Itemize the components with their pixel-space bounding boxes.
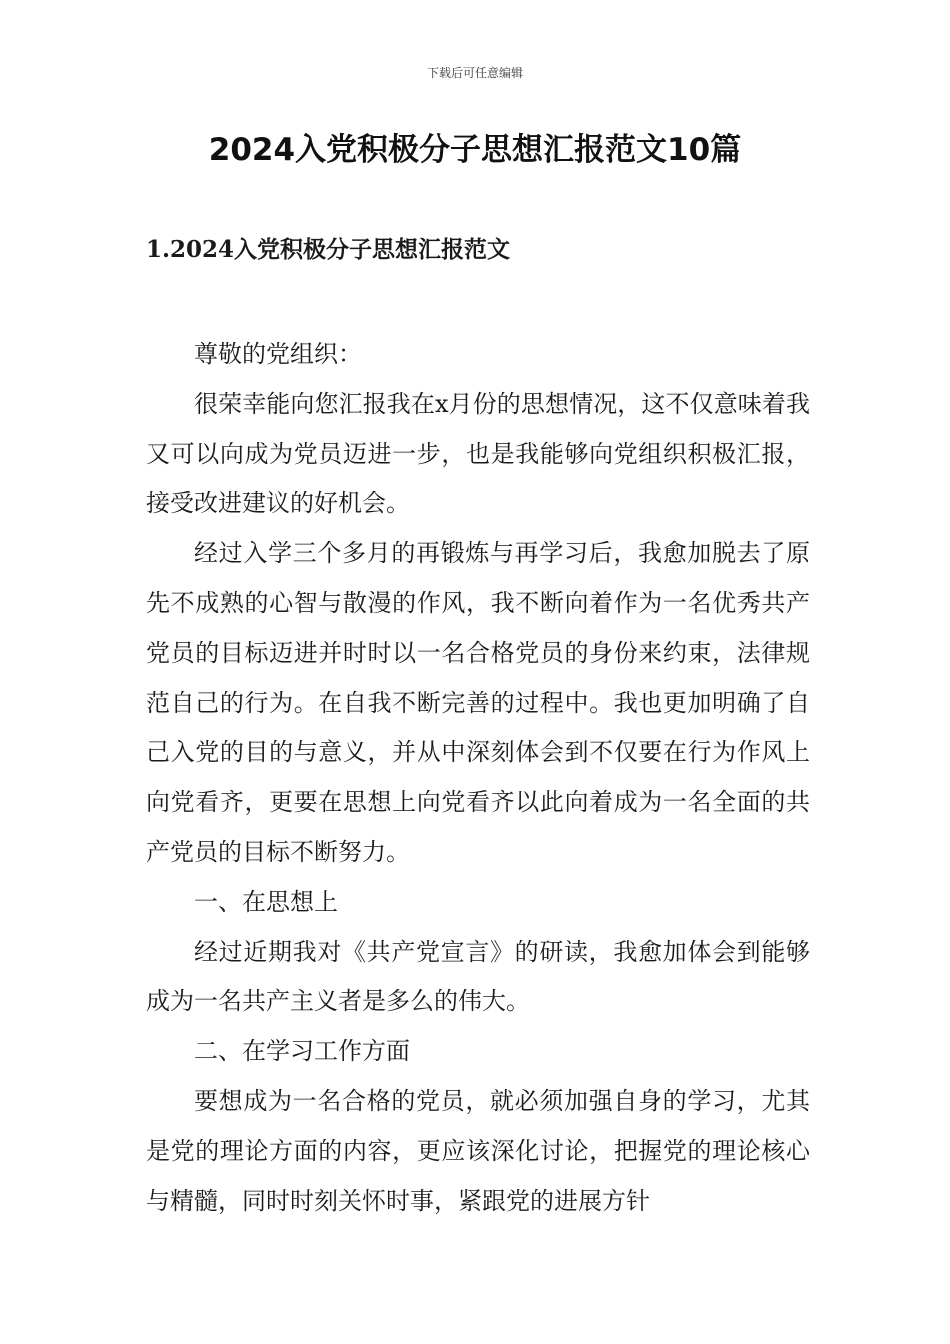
subheading-study-work: 二、在学习工作方面 bbox=[194, 1037, 410, 1066]
paragraph-study-work: 要想成为一名合格的党员，就必须加强自身的学习，尤其是党的理论方面的内容，更应该深化讨论，把握党的理论核心与精髓，同时时刻关怀时事，紧跟党的进展方针 bbox=[146, 1086, 810, 1215]
subheading-thought: 一、在思想上 bbox=[194, 887, 338, 916]
paragraph-intro: 很荣幸能向您汇报我在x月份的思想情况，这不仅意味着我又可以向成为党员迈进一步，也是我能够向党组织积极汇报，接受改进建议的好机会。 bbox=[146, 389, 810, 518]
paragraph-growth: 经过入学三个多月的再锻炼与再学习后，我愈加脱去了原先不成熟的心智与散漫的作风，我不断向着作为一名优秀共产党员的目标迈进并时时以一名合格党员的身份来约束，法律规范自己的行为。在自我不断完善的过程中。我也更加明确了自己入党的目的与意义，并从中深刻体会到不仅要在行为作风上向党看齐，更要在思想上向党看齐以此向着成为一名全面的共产党员的目标不断努力。 bbox=[146, 539, 810, 866]
paragraph-thought: 经过近期我对《共产党宣言》的研读，我愈加体会到能够成为一名共产主义者是多么的伟大。 bbox=[146, 937, 810, 1016]
salutation: 尊敬的党组织： bbox=[194, 340, 362, 368]
section-heading: 1.2024入党积极分子思想汇报范文 bbox=[146, 236, 511, 263]
header-note: 下载后可任意编辑 bbox=[426, 66, 523, 80]
document-body bbox=[146, 330, 810, 1226]
document-title: 2024入党积极分子思想汇报范文10篇 bbox=[208, 132, 742, 168]
